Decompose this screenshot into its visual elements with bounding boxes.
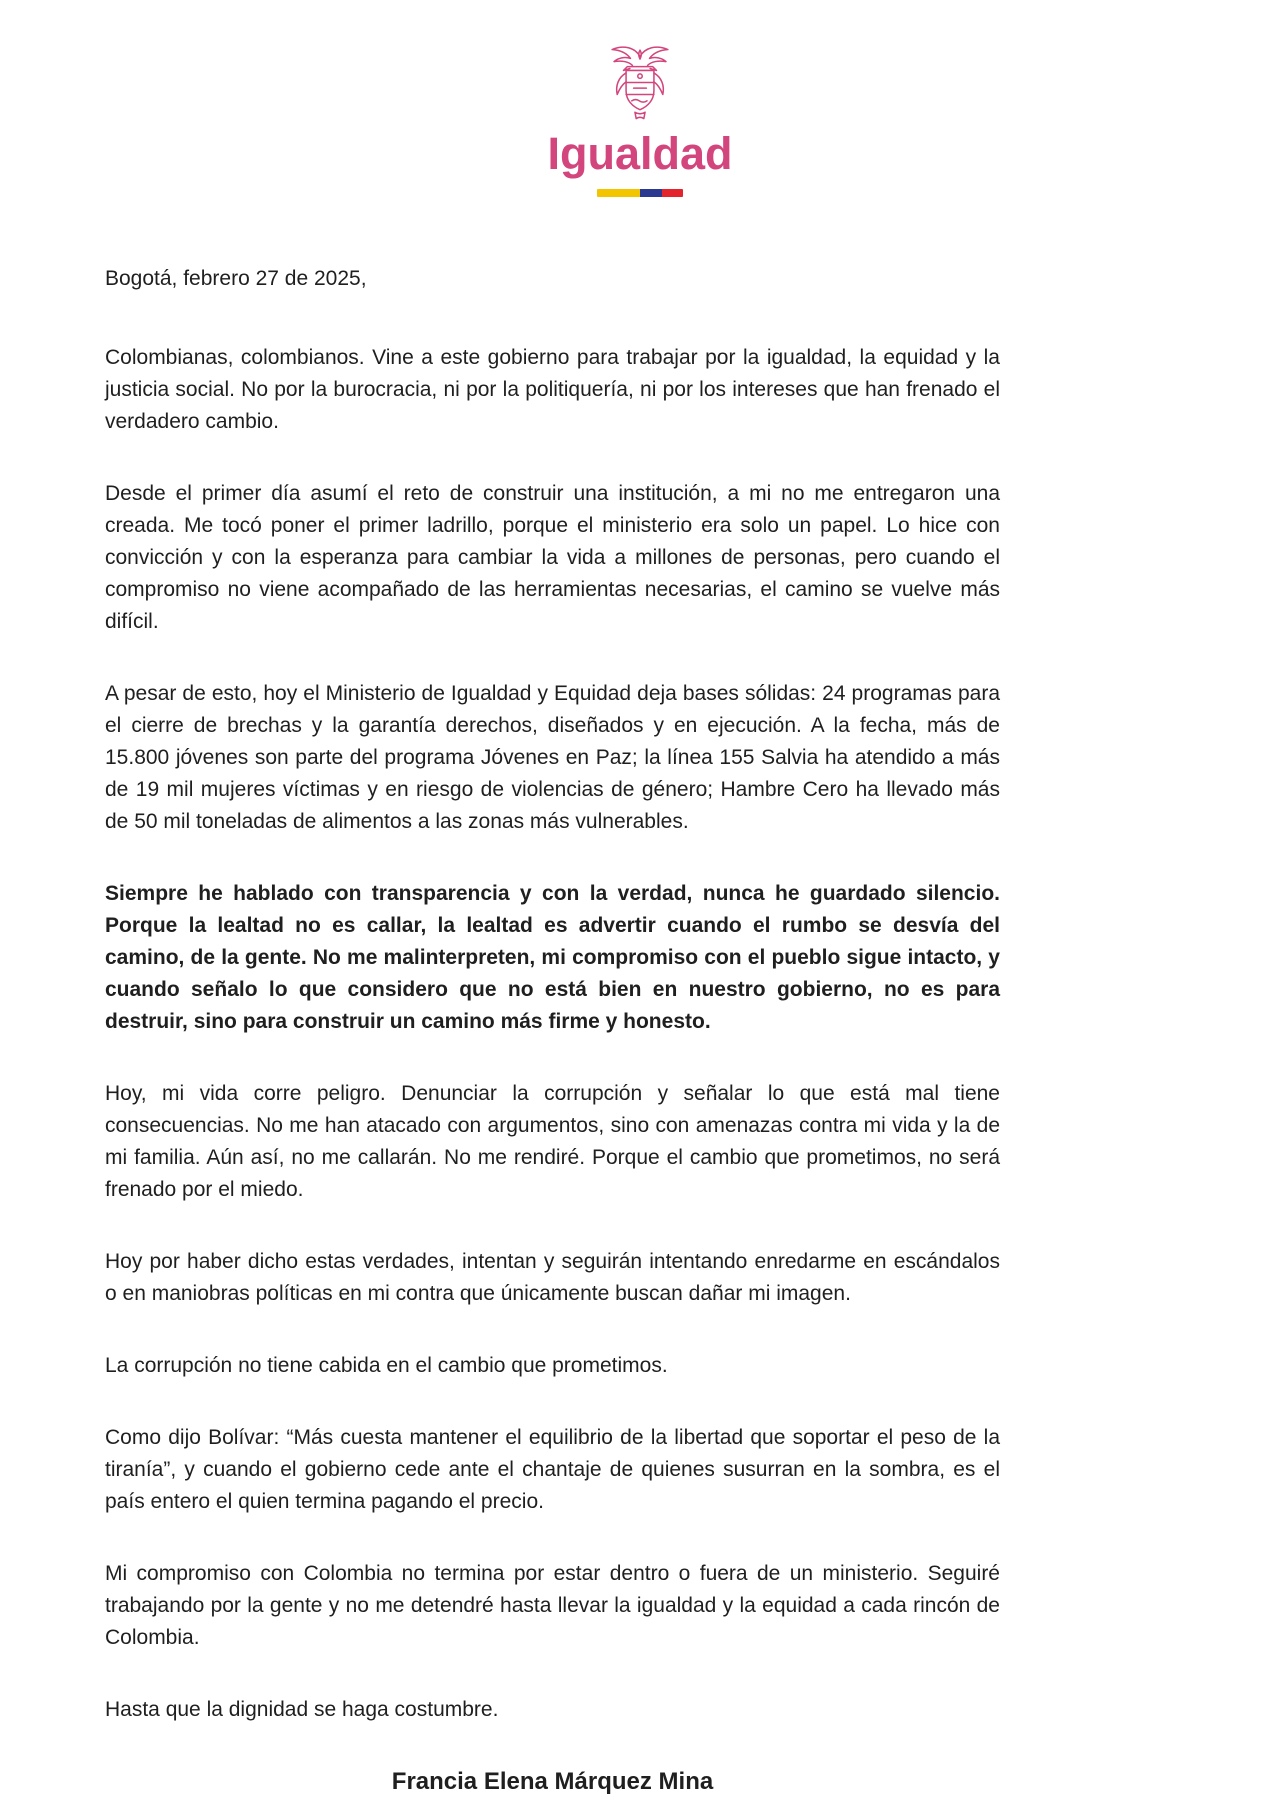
letter-paragraph: Hoy por haber dicho estas verdades, intentan y seguirán intentando enredarme en escándalos o en maniobras políticas en mi contra que únicamente buscan dañar mi imagen. <box>105 1250 1000 1306</box>
letter-paragraph: Colombianas, colombianos. Vine a este gobierno para trabajar por la igualdad, la equidad y la justicia social. No por la burocracia, ni por la politiquería, ni por los intereses que han frenado el verdadero cambio. <box>105 346 1000 434</box>
letter-paragraph: La corrupción no tiene cabida en el cambio que prometimos. <box>105 1354 668 1378</box>
colombia-coat-of-arms-icon <box>602 42 678 128</box>
signature-name: Francia Elena Márquez Mina <box>391 1768 714 1796</box>
date-line: Bogotá, febrero 27 de 2025, <box>105 267 367 291</box>
letter-paragraph: Hasta que la dignidad se haga costumbre. <box>105 1698 499 1722</box>
flag-yellow-stripe <box>597 189 640 197</box>
flag-red-stripe <box>662 189 684 197</box>
ministry-wordmark: Igualdad <box>547 128 733 179</box>
flag-blue-stripe <box>640 189 662 197</box>
letter-paragraph: Desde el primer día asumí el reto de construir una institución, a mi no me entregaron una creada. Me tocó poner el primer ladrillo, porque el ministerio era solo un papel. Lo hice con convicción y con la esperanza para cambiar la vida a millones de personas, pero cuando el compromiso no viene acompañado de las herramientas necesarias, el camino se vuelve más difícil. <box>105 482 1000 634</box>
letter-body <box>105 263 1000 1798</box>
letter-paragraph: Siempre he hablado con transparencia y con la verdad, nunca he guardado silencio. Porque la lealtad no es callar, la lealtad es advertir cuando el rumbo se desvía del camino, de la gente. No me malinterpreten, mi compromiso con el pueblo sigue intacto, y cuando señalo lo que considero que no está bien en nuestro gobierno, no es para destruir, sino para construir un camino más firme y honesto. <box>105 882 1000 1034</box>
letter-paragraph: A pesar de esto, hoy el Ministerio de Igualdad y Equidad deja bases sólidas: 24 programas para el cierre de brechas y la garantía derechos, diseñados y en ejecución. A la fecha, más de 15.800 jóvenes son parte del programa Jóvenes en Paz; la línea 155 Salvia ha atendido a más de 19 mil mujeres víctimas y en riesgo de violencias de género; Hambre Cero ha llevado más de 50 mil toneladas de alimentos a las zonas más vulnerables. <box>105 682 1000 834</box>
colombia-flag-bar <box>597 189 683 197</box>
letter-paragraph: Hoy, mi vida corre peligro. Denunciar la corrupción y señalar lo que está mal tiene consecuencias. No me han atacado con argumentos, sino con amenazas contra mi vida y la de mi familia. Aún así, no me callarán. No me rendiré. Porque el cambio que prometimos, no será frenado por el miedo. <box>105 1082 1000 1202</box>
letter-paragraph: Como dijo Bolívar: “Más cuesta mantener el equilibrio de la libertad que soportar el peso de la tiranía”, y cuando el gobierno cede ante el chantaje de quienes susurran en la sombra, es el país entero el quien termina pagando el precio. <box>105 1426 1000 1514</box>
paragraphs-container <box>105 342 1000 1726</box>
ministry-logo <box>0 0 1280 197</box>
letter-paragraph: Mi compromiso con Colombia no termina por estar dentro o fuera de un ministerio. Seguiré trabajando por la gente y no me detendré hasta llevar la igualdad y la equidad a cada rincón de Colombia. <box>105 1562 1000 1650</box>
